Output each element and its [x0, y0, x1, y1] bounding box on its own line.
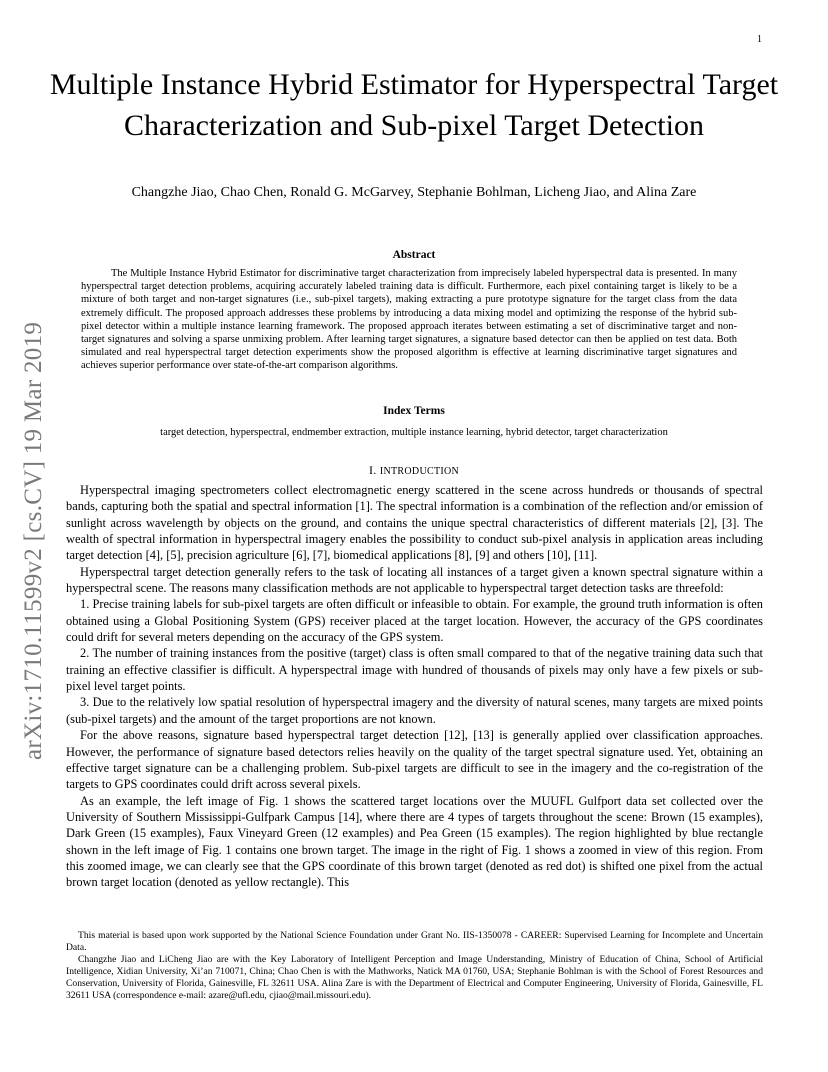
body-paragraph: Hyperspectral imaging spectrometers collect electromagnetic energy scattered in the scene across hundreds or thousands of spectral bands, capturing both the spatial and spectral information [1]. The spectral information is a combination of the reflection and/or emission of sunlight across wavelength by objects on the ground, and contains the unique spectral characteristics of different materials [2], [3]. The wealth of spectral information in hyperspectral imagery enables the possibility to conduct sub-pixel analysis in application areas including target detection [4], [5], precision agriculture [6], [7], biomedical applications [8], [9] and others [10], [11]. [66, 483, 763, 563]
paper-title: Multiple Instance Hybrid Estimator for Hyperspectral Target Characterization and Sub-pixel Target Detection [49, 68, 779, 142]
body-paragraph: As an example, the left image of Fig. 1 shows the scattered target locations over the MUUFL Gulfport data set collected over the University of Southern Mississippi-Gulfpark Campus [14], where there are 4 types of targets throughout the scene: Brown (15 examples), Dark Green (15 examples), Faux Vineyard Green (12 examples) and Pea Green (15 examples). The region highlighted by blue rectangle shown in the left image of Fig. 1 contains one brown target. The image in the right of Fig. 1 shows a zoomed in view of this region. From this zoomed image, we can clearly see that the GPS coordinate of this brown target (denoted as red dot) is shifted one pixel from the actual brown target location (denoted as yellow rectangle). This [66, 793, 763, 890]
affiliation-footnote: Changzhe Jiao and LiCheng Jiao are with the Key Laboratory of Intelligent Perception and Image Understanding, Ministry of Education of China, School of Artificial Intelligence, Xidian University, Xi’an 710071, China; Chao Chen is with the Mathworks, Natick MA 01760, USA; Stephanie Bohlman is with the School of Forest Resources and Conservation, University of Florida, Gainesville, FL 32611 USA. Alina Zare is with the Department of Electrical and Computer Engineering, University of Florida, Gainesville, FL 32611 USA (correspondence e-mail: azare@ufl.edu, cjiao@mail.missouri.edu). [66, 954, 763, 1002]
body-paragraph: 3. Due to the relatively low spatial resolution of hyperspectral imagery and the diversity of natural scenes, many targets are mixed points (sub-pixel targets) and the amount of the target proportions are not known. [66, 695, 763, 726]
body-paragraph: Hyperspectral target detection generally refers to the task of locating all instances of a target given a known spectral signature within a hyperspectral scene. The reasons many classification methods are not applicable to hyperspectral target detection tasks are threefold: [66, 564, 763, 596]
body-paragraph: 1. Precise training labels for sub-pixel targets are often difficult or infeasible to obtain. For example, the ground truth information is often obtained using a Global Positioning System (GPS) receiver placed at the target location. However, the accuracy of the GPS coordinates could drift for several meters depending on the accuracy of the GPS system. [66, 597, 763, 645]
arxiv-identifier-stamp[interactable]: arXiv:1710.11599v2 [cs.CV] 19 Mar 2019 [20, 321, 47, 760]
author-list: Changzhe Jiao, Chao Chen, Ronald G. McGarvey, Stephanie Bohlman, Licheng Jiao, and Alina Zare [131, 185, 697, 200]
introduction-heading [60, 463, 768, 478]
body-paragraph: For the above reasons, signature based hyperspectral target detection [12], [13] is generally applied over classification approaches. However, the performance of signature based detectors relies heavily on the quality of the target spectral signature used. Yet, obtaining an effective target signature can be a challenging problem. Sub-pixel targets are difficult to see in the imagery and the co-registration of the targets to GPS coordinates could drift across several pixels. [66, 728, 763, 792]
abstract-text: The Multiple Instance Hybrid Estimator for discriminative target characterization from imprecisely labeled hyperspectral data is presented. In many hyperspectral target detection problems, acquiring accurately labeled training data is difficult. Furthermore, each pixel containing target is likely to be a mixture of both target and non-target signatures (i.e., sub-pixel targets), making extracting a pure prototype signature for the target class from the data extremely difficult. The proposed approach addresses these problems by introducing a data mixing model and optimizing the response of the hybrid sub-pixel detector within a multiple instance learning framework. The proposed approach iterates between estimating a set of discriminative target and non-target signatures and solving a sparse unmixing problem. After learning target signatures, a signature based detector can then be applied on test data. Both simulated and real hyperspectral target detection experiments show the proposed algorithm is effective at learning discriminative target signatures and achieves superior performance over state-of-the-art comparison algorithms. [81, 268, 737, 372]
footnotes [66, 930, 763, 1003]
funding-footnote: This material is based upon work supported by the National Science Foundation under Grant No. IIS-1350078 - CAREER: Supervised Learning for Incomplete and Uncertain Data. [66, 930, 763, 954]
index-terms-text: target detection, hyperspectral, endmember extraction, multiple instance learning, hybrid detector, target characterization [160, 427, 668, 438]
introduction-body [66, 482, 763, 891]
page-number: 1 [757, 34, 762, 45]
section-title: INTRODUCTION [379, 466, 460, 477]
abstract-heading: Abstract [392, 249, 436, 261]
section-numeral: I. [368, 463, 377, 477]
body-paragraph: 2. The number of training instances from the positive (target) class is often small compared to that of the negative training data such that training an effective classifier is difficult. A hyperspectral image with hundred of thousands of pixels may only have a few pixels or sub-pixel level target points. [66, 646, 763, 694]
index-terms-heading: Index Terms [383, 405, 445, 417]
